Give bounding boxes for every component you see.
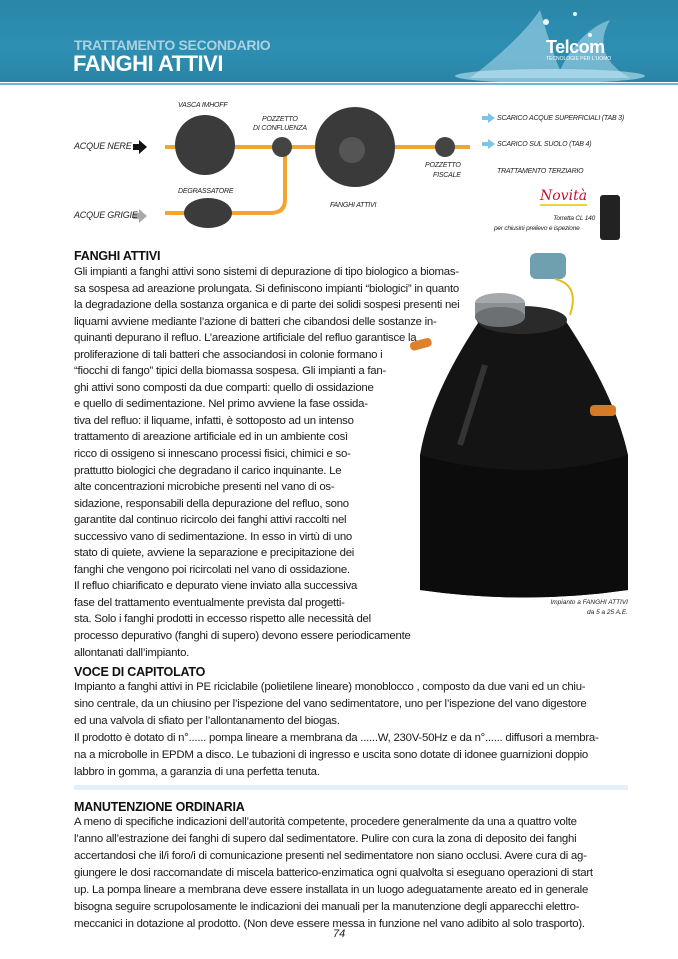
header-divider	[0, 82, 678, 85]
degrassatore-shape	[184, 198, 232, 228]
fanghi-body	[74, 264, 459, 661]
label-acque-nere: ACQUE NERE	[74, 141, 132, 151]
label-pozzetto: POZZETTO	[262, 116, 298, 123]
pozzetto-fiscale-shape	[435, 137, 455, 157]
text-line: allontanati dall’impianto.	[74, 646, 190, 659]
text-line: sta. Solo i fanghi prodotti in eccesso rispetto alle necessità del	[74, 613, 371, 626]
text-line: alte concentrazioni microbiche presenti nel vano di os-	[74, 481, 335, 494]
label-vasca-imhoff: VASCA IMHOFF	[178, 102, 228, 109]
text-line: Gli impianti a fanghi attivi sono sistemi di depurazione di tipo biologico a biomas-	[74, 266, 459, 278]
arrow-blue-icon	[482, 113, 495, 123]
text-line: “fiocchi di fango” tipici della biomassa sospesa. Gli impianti a fan-	[74, 365, 386, 378]
text-line: fase del trattamento eventualmente prevista dal progetti-	[74, 596, 345, 609]
label-fiscale: FISCALE	[433, 172, 461, 179]
text-line: labbro in gomma, a garanzia di una perfetta tenuta.	[74, 766, 320, 778]
label-scarico-suolo: SCARICO SUL SUOLO (TAB 4)	[497, 141, 592, 148]
capitolato-body	[74, 679, 599, 781]
text-line: stato di quiete, avviene la separazione e precipitazione dei	[74, 547, 355, 560]
text-line: ricco di ossigeno si innescano processi fisici, chimici e so-	[74, 448, 351, 461]
text-line: up. La pompa lineare a membrana deve essere installata in un luogo adeguatamente areato ed in generale	[74, 884, 589, 896]
text-line: Impianto a fanghi attivi in PE riciclabile (polietilene lineare) monoblocco , composto da due vani ed un chiu-	[74, 681, 586, 693]
text-line: e quello di sedimentazione. Nel primo avviene la fase ossida-	[74, 398, 368, 411]
pozzetto-confluenza-shape	[272, 137, 292, 157]
label-confluenza: DI CONFLUENZA	[253, 125, 307, 132]
tank-caption: Impianto a FANGHI ATTIVI da 5 a 25 A.E.	[550, 599, 628, 616]
torretta-shape	[600, 195, 620, 240]
label-torretta-desc: per chiusini prelievo e ispezione	[494, 225, 580, 232]
vasca-imhoff-shape	[175, 115, 235, 175]
fanghi-attivi-shape	[315, 107, 395, 187]
text-line: tiva del refluo: il liquame, infatti, è sottoposto ad un intenso	[74, 414, 354, 427]
section-divider	[74, 785, 628, 790]
text-line: processo depurativo (fanghi di supero) devono essere periodicamente	[74, 630, 411, 643]
text-line: quinanti depurano il refluo. L’areazione artificiale del refluo garantisce la	[74, 332, 417, 345]
manutenzione-body	[74, 814, 593, 933]
capitolato-heading: VOCE DI CAPITOLATO	[74, 665, 206, 679]
text-line: A meno di specifiche indicazioni dell’autorità competente, procedere generalmente da una a quattro volte	[74, 816, 577, 828]
water-splash-icon	[400, 0, 678, 82]
page-title: FANGHI ATTIVI	[73, 51, 223, 76]
fanghi-heading: FANGHI ATTIVI	[74, 249, 161, 263]
label-trattamento-terziario: TRATTAMENTO TERZIARIO	[497, 168, 584, 175]
label-pozzetto-fiscale: POZZETTO	[425, 162, 461, 169]
text-line: accertandosi che il/i foro/i di comunicazione presenti nel sedimentatore non siano occlusi. Avere cura di ag-	[74, 850, 587, 862]
page-number: 74	[333, 928, 346, 940]
text-line: sino centrale, da un chiusino per l’ispezione del vano sedimentatore, uno per l’ispezione del vano digestore	[74, 698, 587, 710]
text-line: giungere le dosi raccomandate di miscela batterico-enzimatica ogni qualvolta si eseguano operazioni di start	[74, 867, 593, 879]
label-degrassatore: DEGRASSATORE	[178, 188, 234, 195]
text-line: ghi attivi sono composti da due comparti: quello di ossidazione	[74, 381, 374, 394]
text-line: sa sospesa ad areazione prolungata. Si definiscono impianti “biologici” in quanto	[74, 282, 460, 295]
text-line: liquami avviene mediante l’azione di batteri che cibandosi delle sostanze in-	[74, 315, 437, 328]
arrow-black-icon	[133, 140, 147, 154]
text-line: meccanici in dotazione al prodotto. (Non deve essere messa in funzione nel vano adibito al solo trasporto).	[74, 918, 585, 930]
label-acque-grigie: ACQUE GRIGIE	[74, 210, 138, 220]
text-line: trattamento di areazione artificiale ed in un ambiente così	[74, 431, 348, 444]
novita-badge: Novità	[540, 188, 588, 204]
manutenzione-heading: MANUTENZIONE ORDINARIA	[74, 800, 245, 814]
text-line: bisogna seguire scrupolosamente le indicazioni dei manuali per la manutenzione degli apparecchi elettro-	[74, 901, 580, 913]
text-line: garantite dal continuo ricircolo dei fanghi attivi raccolti nel	[74, 514, 347, 527]
text-line: l’anno all’estrazione dei fanghi di supero dal sedimentatore. Pulire con cura la zona di deposito dei fanghi	[74, 833, 577, 845]
text-line: na a microbolle in EPDM a disco. Le tubazioni di ingresso e uscita sono dotate di idonee guarnizioni doppio	[74, 749, 589, 761]
label-torretta: Torretta CL 140	[553, 215, 595, 222]
text-line: Il prodotto è dotato di n°...... pompa lineare a membrana da ......W, 230V-50Hz e da n°...... diffusori a membra-	[74, 732, 599, 744]
text-line: Il refluo chiarificato e depurato viene inviato alla successiva	[74, 580, 358, 593]
brand-logo: Telcom TECNOLOGIE PER L'UOMO	[546, 37, 612, 62]
label-fanghi-attivi: FANGHI ATTIVI	[330, 202, 377, 209]
text-line: sidazione, responsabili della depurazione del refluo, sono	[74, 497, 349, 510]
text-line: la degradazione della sostanza organica e di parte dei solidi sospesi presenti nei	[74, 299, 460, 312]
label-scarico-superficiali: SCARICO ACQUE SUPERFICIALI (TAB 3)	[497, 115, 624, 122]
text-line: ed una valvola di sfiato per l’allontanamento del biogas.	[74, 715, 340, 727]
section-subtitle: TRATTAMENTO SECONDARIO	[74, 37, 271, 53]
arrow-blue-icon	[482, 139, 495, 149]
text-line: proliferazione di tali batteri che associandosi in colonie formano i	[74, 348, 383, 361]
text-line: fanghi che vengono poi ricircolati nel vano di ossidazione.	[74, 563, 350, 576]
text-line: successivo vano di sedimentazione. In esso in virtù di uno	[74, 530, 353, 543]
text-line: prattutto biologici che degradano il carico inquinante. Le	[74, 464, 342, 477]
